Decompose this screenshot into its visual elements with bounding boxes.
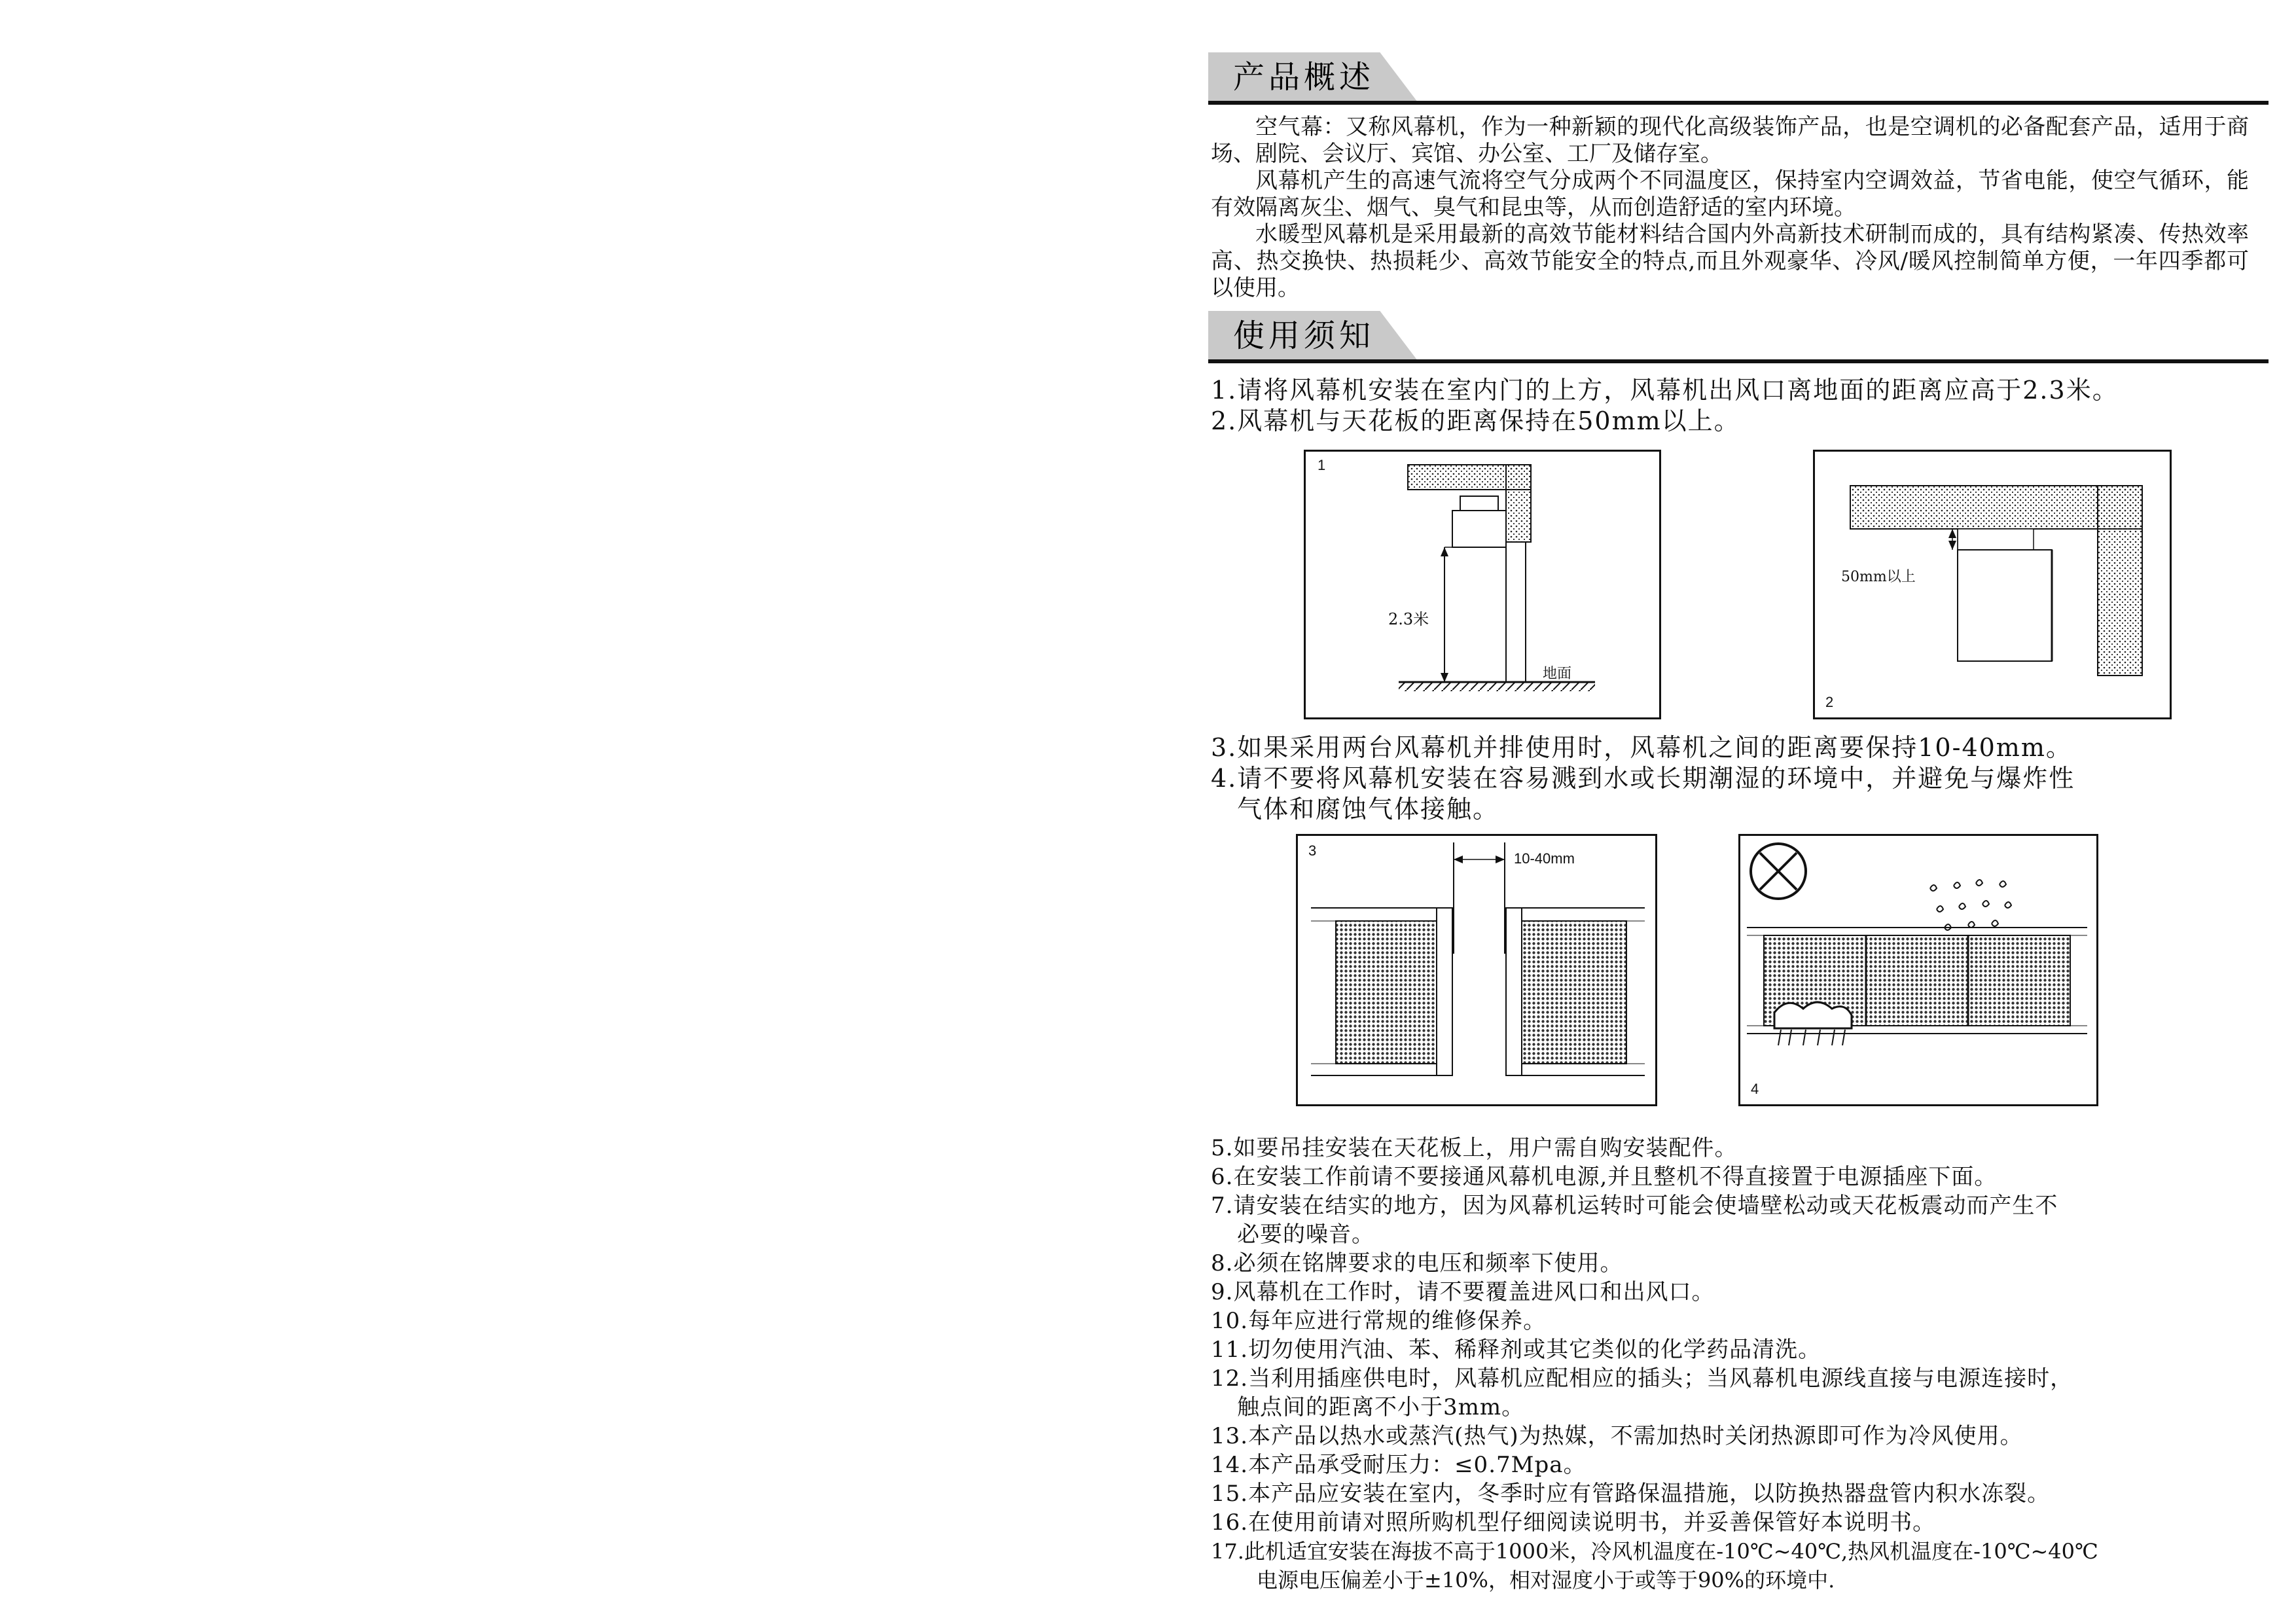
notice-item: 2.风幕机与天花板的距离保持在50mm以上。: [1211, 406, 1740, 435]
notice-item-continued: 必要的噪音。: [1237, 1221, 1374, 1248]
notice-item-continued: 触点间的距离不小于3mm。: [1237, 1394, 1525, 1420]
notice-item-continued: 电源电压偏差小于±10%，相对湿度小于或等于90%的环境中.: [1257, 1568, 1835, 1593]
notice-title: 使用须知: [1233, 317, 1375, 354]
gap-label: 50mm以上: [1841, 569, 1916, 585]
notice-item: 4.请不要将风幕机安装在容易溅到水或长期潮湿的环境中，并避免与爆炸性: [1211, 764, 2075, 793]
overview-paragraph: 风幕机产生的高速气流将空气分成两个不同温度区，保持室内空调效益，节省电能，使空气循环，能有效隔离灰尘、烟气、臭气和昆虫等，从而创造舒适的室内环境。: [1211, 168, 2249, 221]
figure-number: 1: [1318, 457, 1326, 473]
figure-1-mounting-height: [1304, 450, 1661, 719]
height-label: 2.3米: [1388, 610, 1429, 628]
overview-paragraph: 水暖型风幕机是采用最新的高效节能材料结合国内外高新技术研制而成的，具有结构紧凑、传热效率高、热交换快、热损耗少、高效节能安全的特点,而且外观豪华、冷风/暖风控制简单方便，一年四季都可以使用。: [1211, 221, 2249, 301]
figure-number: 3: [1308, 842, 1317, 859]
overview-title: 产品概述: [1233, 59, 1375, 96]
figure-4-drawing: [1740, 836, 2096, 1104]
figure-1-drawing: [1306, 452, 1659, 717]
figure-4-no-humid-location: [1738, 834, 2098, 1106]
notice-header: [1208, 311, 2269, 366]
notice-item: 10.每年应进行常规的维修保养。: [1211, 1308, 1547, 1334]
floor-label: 地面: [1543, 666, 1572, 682]
notice-item: 12.当利用插座供电时，风幕机应配相应的插头；当风幕机电源线直接与电源连接时，: [1211, 1365, 2073, 1392]
notice-item: 13.本产品以热水或蒸汽(热气)为热媒，不需加热时关闭热源即可作为冷风使用。: [1211, 1423, 2023, 1449]
notice-item-continued: 气体和腐蚀气体接触。: [1237, 795, 1499, 823]
right-page: [1208, 52, 2269, 1610]
notice-item: 9.风幕机在工作时，请不要覆盖进风口和出风口。: [1211, 1279, 1715, 1305]
figure-3-drawing: [1298, 836, 1655, 1104]
notice-items-a: [1208, 366, 2269, 437]
notice-item: 3.如果采用两台风幕机并排使用时，风幕机之间的距离要保持10-40mm。: [1211, 733, 2072, 762]
figure-number: 2: [1825, 694, 1834, 710]
notice-item: 17.此机适宜安装在海拔不高于1000米，冷风机温度在-10℃~40℃,热风机温度在-10℃~40℃: [1211, 1539, 2098, 1564]
notice-item: 16.在使用前请对照所购机型仔细阅读说明书，并妥善保管好本说明书。: [1211, 1509, 1936, 1536]
gap-label: 10-40mm: [1514, 850, 1575, 867]
header-rule: [1208, 359, 2269, 363]
header-rule: [1208, 101, 2269, 105]
notice-item: 8.必须在铭牌要求的电压和频率下使用。: [1211, 1250, 1623, 1276]
notice-item: 15.本产品应安装在室内，冬季时应有管路保温措施，以防换热器盘管内积水冻裂。: [1211, 1481, 2051, 1507]
notice-item: 7.请安装在结实的地方，因为风幕机运转时可能会使墙壁松动或天花板震动而产生不: [1211, 1193, 2058, 1219]
notice-item: 1.请将风幕机安装在室内门的上方，风幕机出风口离地面的距离应高于2.3米。: [1211, 376, 2119, 405]
figure-2-ceiling-gap: [1813, 450, 2172, 719]
overview-paragraph: 空气幕：又称风幕机，作为一种新颖的现代化高级装饰产品，也是空调机的必备配套产品，适用于商场、剧院、会议厅、宾馆、办公室、工厂及储存室。: [1211, 114, 2249, 167]
figure-row-2: [1208, 834, 2269, 1122]
notice-items-b: [1208, 732, 2269, 825]
figure-row-1: [1208, 444, 2269, 726]
notice-item: 14.本产品承受耐压力：≤0.7Mpa。: [1211, 1452, 1587, 1478]
notice-item: 6.在安装工作前请不要接通风幕机电源,并且整机不得直接置于电源插座下面。: [1211, 1164, 1998, 1190]
notice-item: 5.如要吊挂安装在天花板上，用户需自购安装配件。: [1211, 1135, 1738, 1161]
figure-number: 4: [1751, 1081, 1759, 1097]
notice-item: 11.切勿使用汽油、苯、稀释剂或其它类似的化学药品清洗。: [1211, 1337, 1821, 1363]
overview-body: [1208, 107, 2269, 302]
overview-header: [1208, 52, 2269, 107]
notice-items-c: [1208, 1128, 2269, 1595]
figure-3-side-by-side-gap: [1296, 834, 1657, 1106]
